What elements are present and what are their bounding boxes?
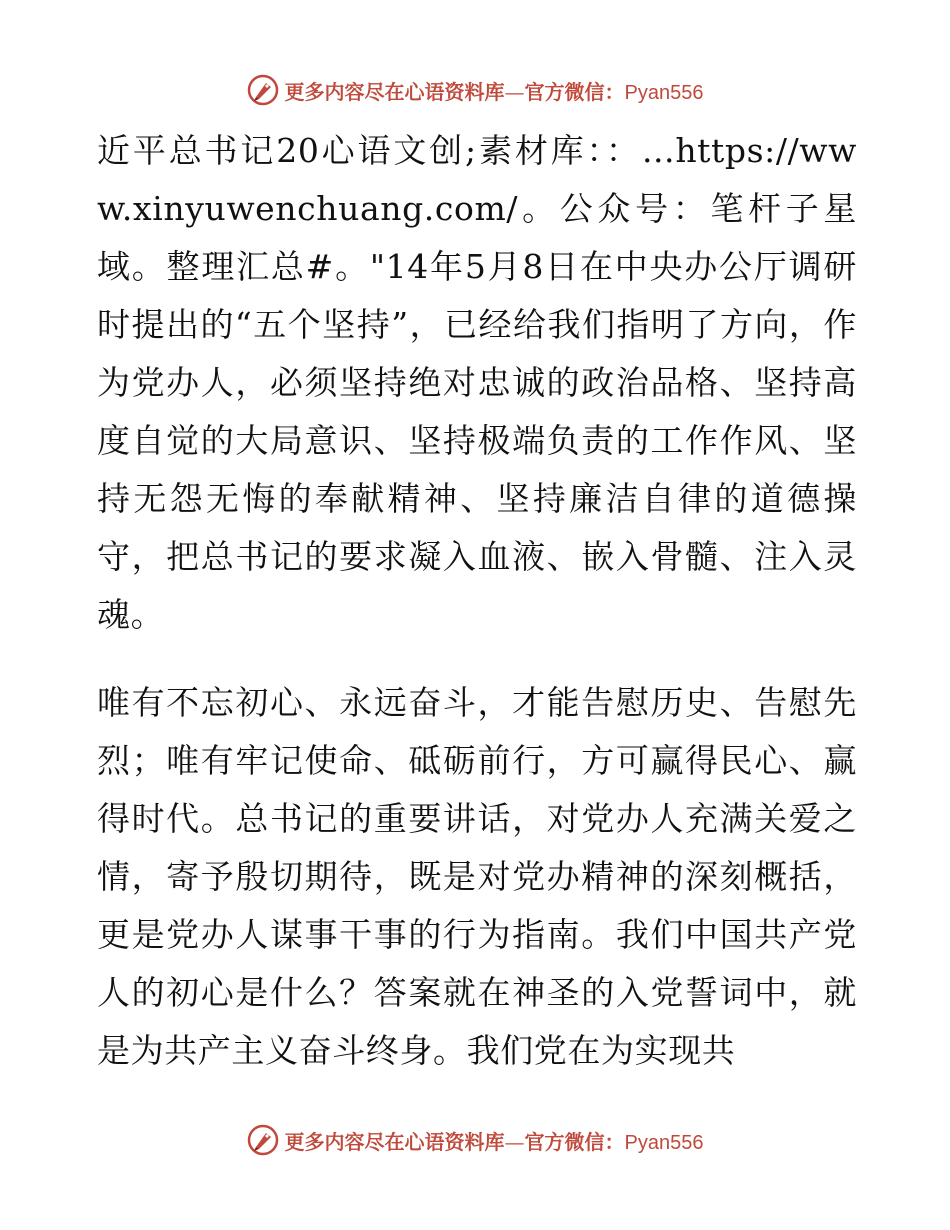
paragraph-2: 唯有不忘初心、永远奋斗，才能告慰历史、告慰先烈；唯有牢记使命、砥砺前行，方可赢得民心、赢得时代。总书记的重要讲话，对党办人充满关爱之情，寄予殷切期待，既是对党办精神的深刻概括，更是党办人谋事干事的行为指南。我们中国共产党人的初心是什么？答案就在神圣的入党誓词中，就是为共产主义奋斗终身。我们党在为实现共 (97, 683, 857, 1070)
footer-watermark-banner (0, 1120, 950, 1160)
banner-text (285, 1126, 704, 1155)
banner-wechat-label: 官方微信： (524, 1129, 625, 1154)
header-watermark-banner (0, 70, 950, 110)
banner-account: Pyan556 (624, 1131, 704, 1154)
banner-dash: — (504, 1129, 525, 1154)
banner-main-text: 更多内容尽在心语资料库 (284, 1129, 505, 1154)
paragraph-1: 近平总书记20心语文创;素材库：：…https://www.xinyuwenchuang.com/。公众号：笔杆子星域。整理汇总#。"14年5月8日在中央办公厅调研时提出的“五个坚持”，已经给我们指明了方向，作为党办人，必须坚持绝对忠诚的政治品格、坚持高度自觉的大局意识、坚持极端负责的工作作风、坚持无怨无悔的奉献精神、坚持廉洁自律的道德操守，把总书记的要求凝入血液、嵌入骨髓、注入灵魂。 (97, 131, 857, 634)
pen-nib-logo-icon (247, 1124, 279, 1156)
banner-text (285, 76, 704, 105)
banner-wechat-label: 官方微信： (524, 79, 625, 104)
banner-dash: — (504, 79, 525, 104)
banner-main-text: 更多内容尽在心语资料库 (284, 79, 505, 104)
banner-account: Pyan556 (624, 81, 704, 104)
pen-nib-logo-icon (247, 74, 279, 106)
document-body (97, 122, 857, 1092)
